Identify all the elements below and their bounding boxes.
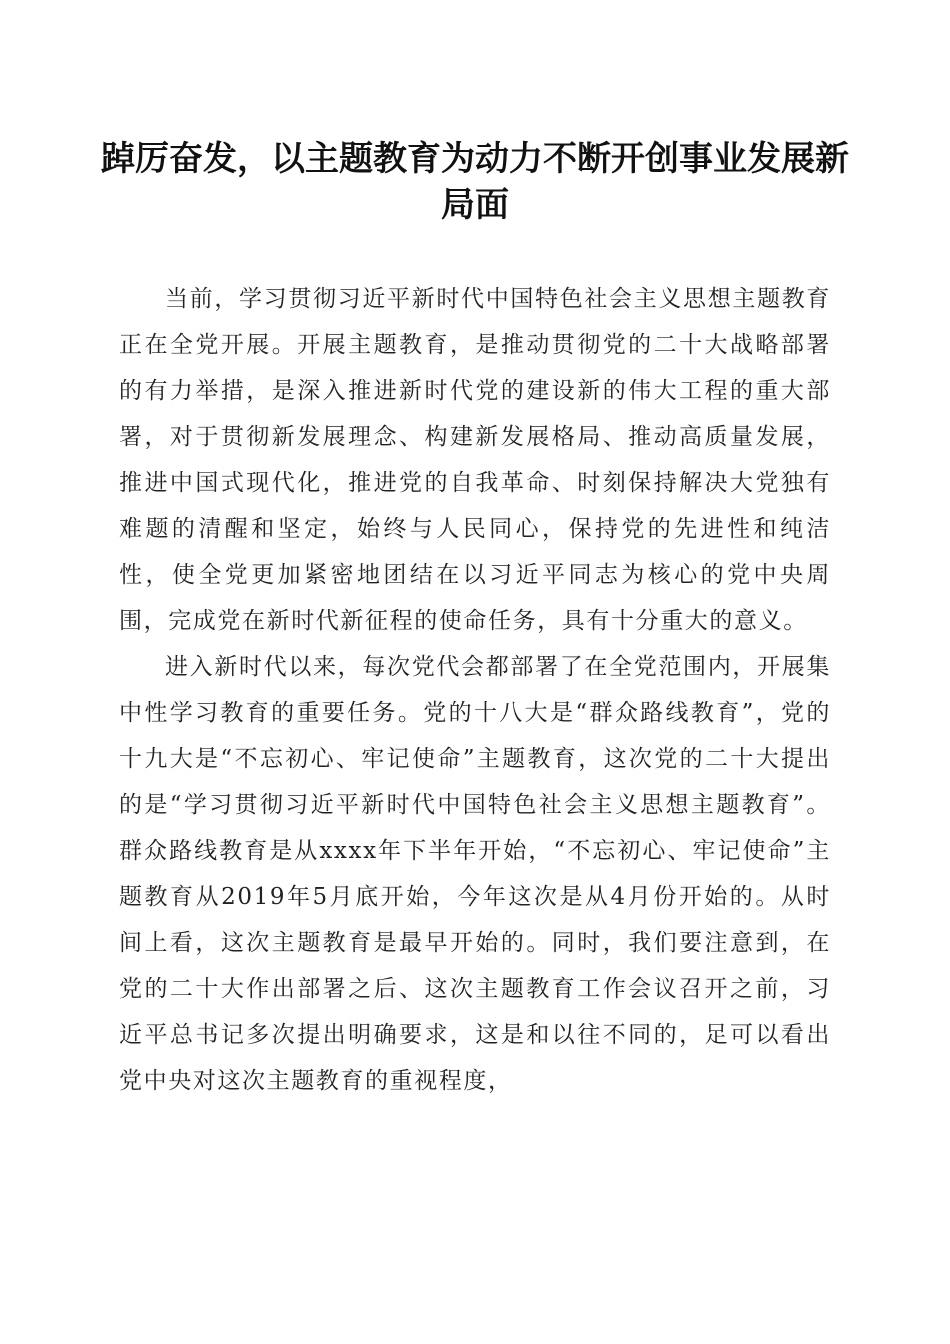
paragraph-1: 当前，学习贯彻习近平新时代中国特色社会主义思想主题教育正在全党开展。开展主题教育，是推动贯彻党的二十大战略部署的有力举措，是深入推进新时代党的建设新的伟大工程的重大部署，对于贯彻新发展理念、构建新发展格局、推动高质量发展，推进中国式现代化，推进党的自我革命、时刻保持解决大党独有难题的清醒和坚定，始终与人民同心，保持党的先进性和纯洁性，使全党更加紧密地团结在以习近平同志为核心的党中央周围，完成党在新时代新征程的使命任务，具有十分重大的意义。 [119,286,831,634]
paragraph-2: 进入新时代以来，每次党代会都部署了在全党范围内，开展集中性学习教育的重要任务。党的十八大是“群众路线教育”，党的十九大是“不忘初心、牢记使命”主题教育，这次党的二十大提出的是“学习贯彻习近平新时代中国特色社会主义思想主题教育”。群众路线教育是从xxxx年下半年开始，“不忘初心、牢记使命”主题教育从2019年5月底开始，今年这次是从4月份开始的。从时间上看，这次主题教育是最早开始的。同时，我们要注意到，在党的二十大作出部署之后、这次主题教育工作会议召开之前，习近平总书记多次提出明确要求，这是和以往不同的，足可以看出党中央对这次主题教育的重视程度， [119,654,831,1094]
document-title: 踔厉奋发，以主题教育为动力不断开创事业发展新局面 [101,139,849,225]
document-body [119,276,831,1104]
